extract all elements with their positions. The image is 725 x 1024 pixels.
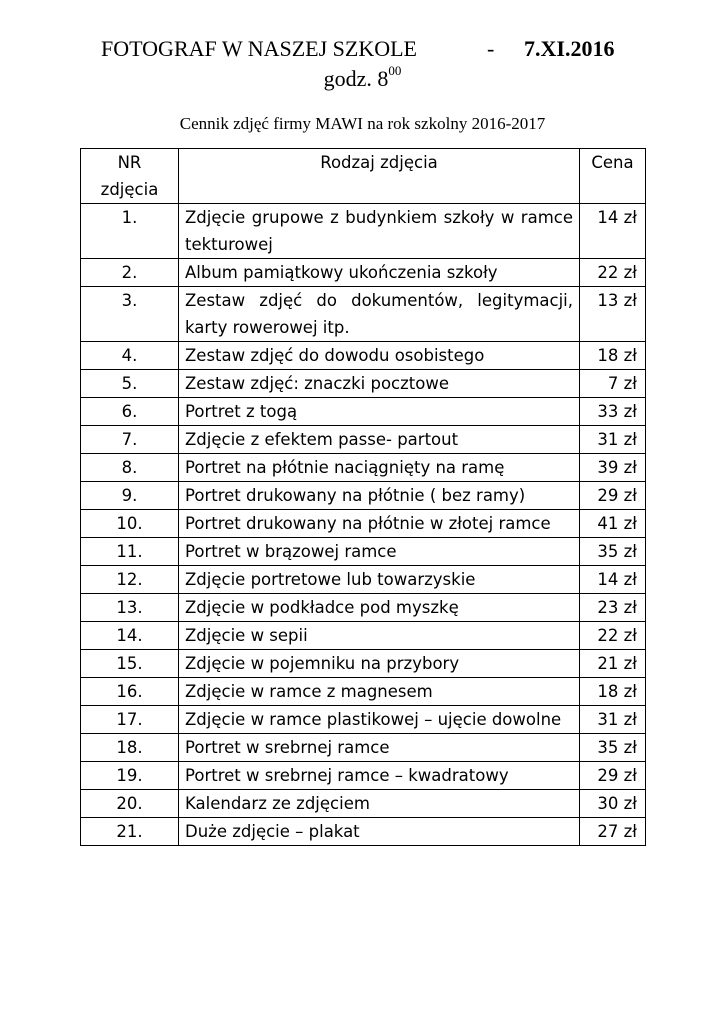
row-description: Zdjęcie portretowe lub towarzyskie <box>179 566 580 594</box>
row-number: 19. <box>81 762 179 790</box>
title-text: FOTOGRAF W NASZEJ SZKOLE <box>101 36 417 61</box>
row-price: 29 zł <box>580 762 646 790</box>
row-description: Duże zdjęcie – plakat <box>179 818 580 846</box>
row-price: 31 zł <box>580 706 646 734</box>
row-number: 14. <box>81 622 179 650</box>
column-header-number <box>81 149 179 204</box>
price-table <box>80 148 646 846</box>
row-number: 10. <box>81 510 179 538</box>
table-row <box>81 204 646 259</box>
row-number: 2. <box>81 259 179 287</box>
row-description: Zdjęcie w ramce plastikowej – ujęcie dowolne <box>179 706 580 734</box>
row-number: 1. <box>81 204 179 259</box>
row-price: 39 zł <box>580 454 646 482</box>
table-row <box>81 790 646 818</box>
row-price: 21 zł <box>580 650 646 678</box>
row-description: Portret z togą <box>179 398 580 426</box>
row-number: 15. <box>81 650 179 678</box>
row-number: 11. <box>81 538 179 566</box>
row-description: Zestaw zdjęć: znaczki pocztowe <box>179 370 580 398</box>
table-row <box>81 762 646 790</box>
event-time-hour: godz. 8 <box>323 66 389 91</box>
row-price: 27 zł <box>580 818 646 846</box>
column-header-number-line1: NR <box>117 153 142 172</box>
table-header-row <box>81 149 646 204</box>
row-number: 3. <box>81 287 179 342</box>
row-number: 17. <box>81 706 179 734</box>
row-price: 13 zł <box>580 287 646 342</box>
row-number: 12. <box>81 566 179 594</box>
row-description: Zdjęcie z efektem passe- partout <box>179 426 580 454</box>
row-number: 7. <box>81 426 179 454</box>
row-description: Zdjęcie w pojemniku na przybory <box>179 650 580 678</box>
row-number: 13. <box>81 594 179 622</box>
row-price: 7 zł <box>580 370 646 398</box>
price-list-subtitle: Cennik zdjęć firmy MAWI na rok szkolny 2016-2017 <box>179 114 546 133</box>
row-number: 8. <box>81 454 179 482</box>
row-number: 4. <box>81 342 179 370</box>
row-description: Album pamiątkowy ukończenia szkoły <box>179 259 580 287</box>
row-description: Zestaw zdjęć do dokumentów, legitymacji, karty rowerowej itp. <box>179 287 580 342</box>
column-header-price: Cena <box>580 149 646 204</box>
row-price: 33 zł <box>580 398 646 426</box>
row-description: Zdjęcie w ramce z magnesem <box>179 678 580 706</box>
row-description: Portret w srebrnej ramce – kwadratowy <box>179 762 580 790</box>
row-description: Portret drukowany na płótnie ( bez ramy) <box>179 482 580 510</box>
row-price: 22 zł <box>580 622 646 650</box>
table-row <box>81 650 646 678</box>
row-description: Zdjęcie w podkładce pod myszkę <box>179 594 580 622</box>
row-number: 20. <box>81 790 179 818</box>
row-price: 23 zł <box>580 594 646 622</box>
row-price: 30 zł <box>580 790 646 818</box>
table-row <box>81 398 646 426</box>
table-row <box>81 706 646 734</box>
row-price: 14 zł <box>580 566 646 594</box>
row-price: 31 zł <box>580 426 646 454</box>
row-description: Portret drukowany na płótnie w złotej ramce <box>179 510 580 538</box>
table-row <box>81 622 646 650</box>
row-description: Zdjęcie w sepii <box>179 622 580 650</box>
table-row <box>81 342 646 370</box>
row-number: 21. <box>81 818 179 846</box>
row-price: 22 zł <box>580 259 646 287</box>
table-row <box>81 259 646 287</box>
row-number: 18. <box>81 734 179 762</box>
title-separator: - <box>487 36 495 61</box>
event-time-minutes: 00 <box>388 63 402 78</box>
row-price: 14 zł <box>580 204 646 259</box>
row-price: 35 zł <box>580 734 646 762</box>
row-price: 18 zł <box>580 342 646 370</box>
table-row <box>81 818 646 846</box>
event-time <box>0 63 725 92</box>
table-row <box>81 454 646 482</box>
page-title <box>0 36 725 64</box>
row-price: 35 zł <box>580 538 646 566</box>
row-number: 9. <box>81 482 179 510</box>
table-row <box>81 678 646 706</box>
table-row <box>81 370 646 398</box>
table-row <box>81 734 646 762</box>
table-row <box>81 510 646 538</box>
row-number: 16. <box>81 678 179 706</box>
table-row <box>81 426 646 454</box>
table-body <box>81 204 646 846</box>
row-price: 29 zł <box>580 482 646 510</box>
event-date: 7.XI.2016 <box>524 36 615 61</box>
row-description: Zdjęcie grupowe z budynkiem szkoły w ramce tekturowej <box>179 204 580 259</box>
column-header-type: Rodzaj zdjęcia <box>179 149 580 204</box>
row-number: 6. <box>81 398 179 426</box>
row-description: Portret w srebrnej ramce <box>179 734 580 762</box>
table-row <box>81 538 646 566</box>
row-price: 18 zł <box>580 678 646 706</box>
row-description: Zestaw zdjęć do dowodu osobistego <box>179 342 580 370</box>
row-description: Kalendarz ze zdjęciem <box>179 790 580 818</box>
row-number: 5. <box>81 370 179 398</box>
table-row <box>81 287 646 342</box>
table-row <box>81 482 646 510</box>
table-row <box>81 594 646 622</box>
table-row <box>81 566 646 594</box>
row-description: Portret na płótnie naciągnięty na ramę <box>179 454 580 482</box>
row-price: 41 zł <box>580 510 646 538</box>
row-description: Portret w brązowej ramce <box>179 538 580 566</box>
column-header-number-line2: zdjęcia <box>100 180 159 199</box>
